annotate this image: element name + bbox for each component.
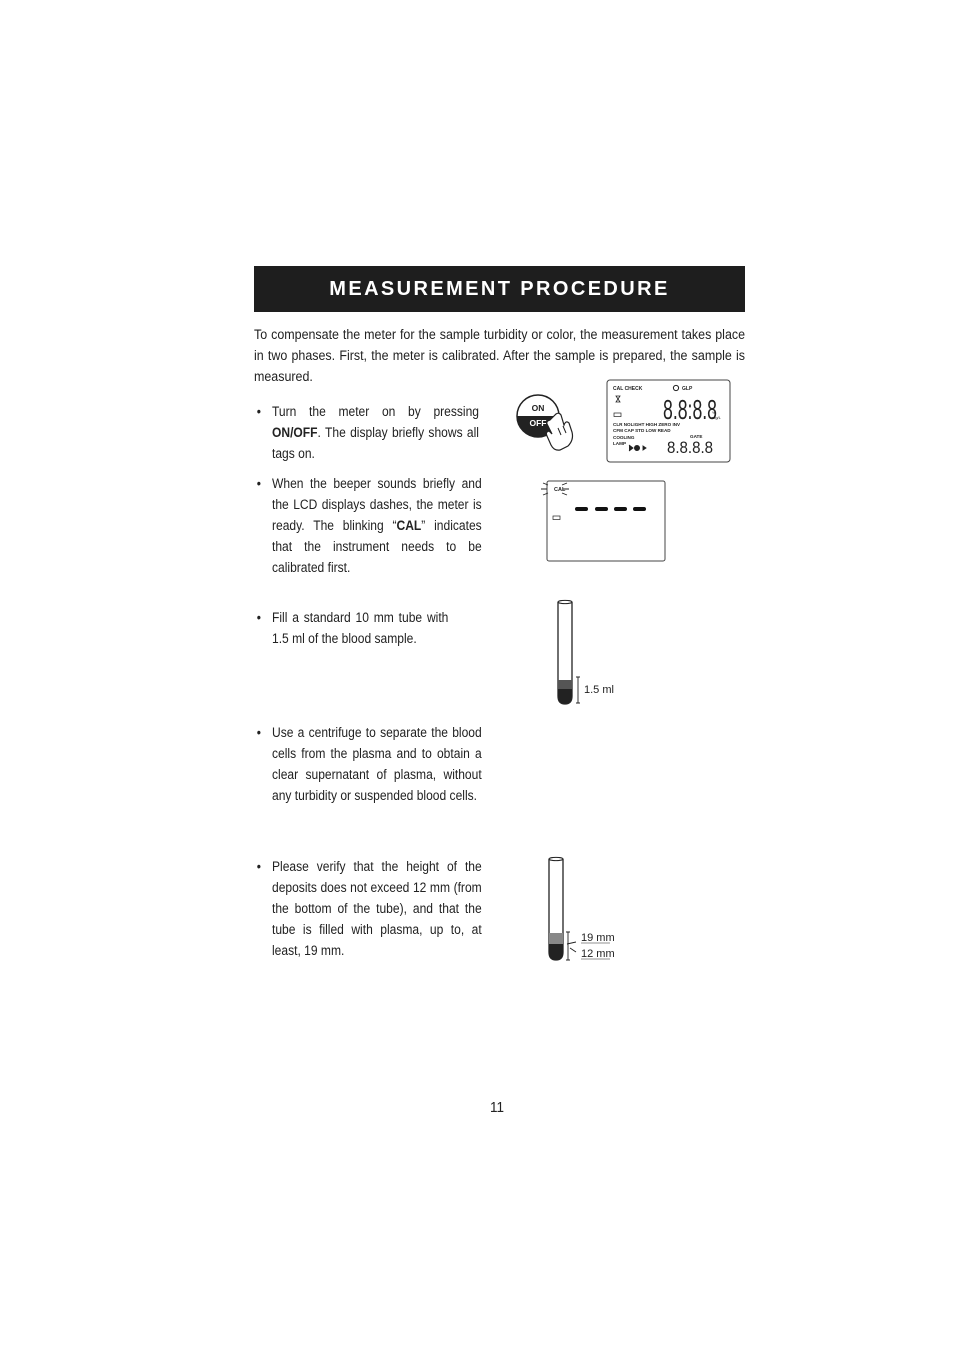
bullet-icon: • — [256, 476, 261, 491]
bullet-icon: • — [256, 404, 261, 419]
svg-text:CAL CHECK: CAL CHECK — [613, 386, 643, 392]
sub-digits: 8.8.8.8 — [667, 438, 713, 457]
cal-tag: CAL — [554, 487, 566, 493]
svg-text:LAMP: LAMP — [613, 441, 627, 446]
section-header — [254, 266, 745, 312]
svg-text:GATE: GATE — [690, 434, 703, 439]
step-1: • Turn the meter on by pressing ON/OFF. The display briefly shows all tags on. — [272, 401, 479, 464]
bullet-icon: • — [256, 859, 261, 874]
step-2: • When the beeper sounds briefly and the LCD displays dashes, the meter is ready. The blinking “CAL” indicates that the instrument needs to be calibrated first. — [272, 473, 482, 578]
tube-2-plasma-label: 19 mm — [581, 932, 615, 944]
svg-text:CFM CAP STD LOW READ: CFM CAP STD LOW READ — [613, 428, 671, 433]
section-title: MEASUREMENT PROCEDURE — [329, 277, 670, 300]
lcd-all-tags — [606, 379, 732, 464]
svg-text:CLR NOLIGHT HIGH ZERO INV: CLR NOLIGHT HIGH ZERO INV — [613, 422, 681, 427]
on-label: ON — [531, 403, 545, 413]
step-5: • Please verify that the height of the deposits does not exceed 12 mm (from the bottom of the tube), and that the tube is filled with plasma, up to, at least, 19 mm. — [272, 856, 482, 961]
lcd-cal-ready — [540, 478, 668, 564]
main-digits: 8.8:8.8 — [663, 394, 717, 425]
svg-text:%: % — [712, 410, 716, 415]
step-4: • Use a centrifuge to separate the blood cells from the plasma and to obtain a clear supernatant of plasma, without any turbidity or suspended blood cells. — [272, 722, 482, 806]
svg-text:mg/L: mg/L — [712, 415, 721, 420]
bullet-icon: • — [256, 610, 261, 625]
step-3: • Fill a standard 10 mm tube with 1.5 ml of the blood sample. — [272, 607, 448, 649]
tube-2-illustration — [540, 852, 620, 964]
bullet-icon: • — [256, 725, 261, 740]
tube-1-volume-label: 1.5 ml — [584, 684, 614, 696]
off-label: OFF — [529, 418, 547, 428]
svg-text:COOLING: COOLING — [613, 435, 635, 440]
intro-paragraph: To compensate the meter for the sample turbidity or color, the measurement takes place in two phases. First, the meter is calibrated. After the sample is prepared, the sample is measured. — [254, 327, 746, 384]
tube-1-illustration — [548, 596, 628, 708]
svg-text:GLP: GLP — [682, 386, 693, 392]
onoff-button-illustration — [514, 390, 580, 456]
page-number: 11 — [489, 1099, 505, 1116]
tube-2-deposit-label: 12 mm — [581, 948, 615, 960]
